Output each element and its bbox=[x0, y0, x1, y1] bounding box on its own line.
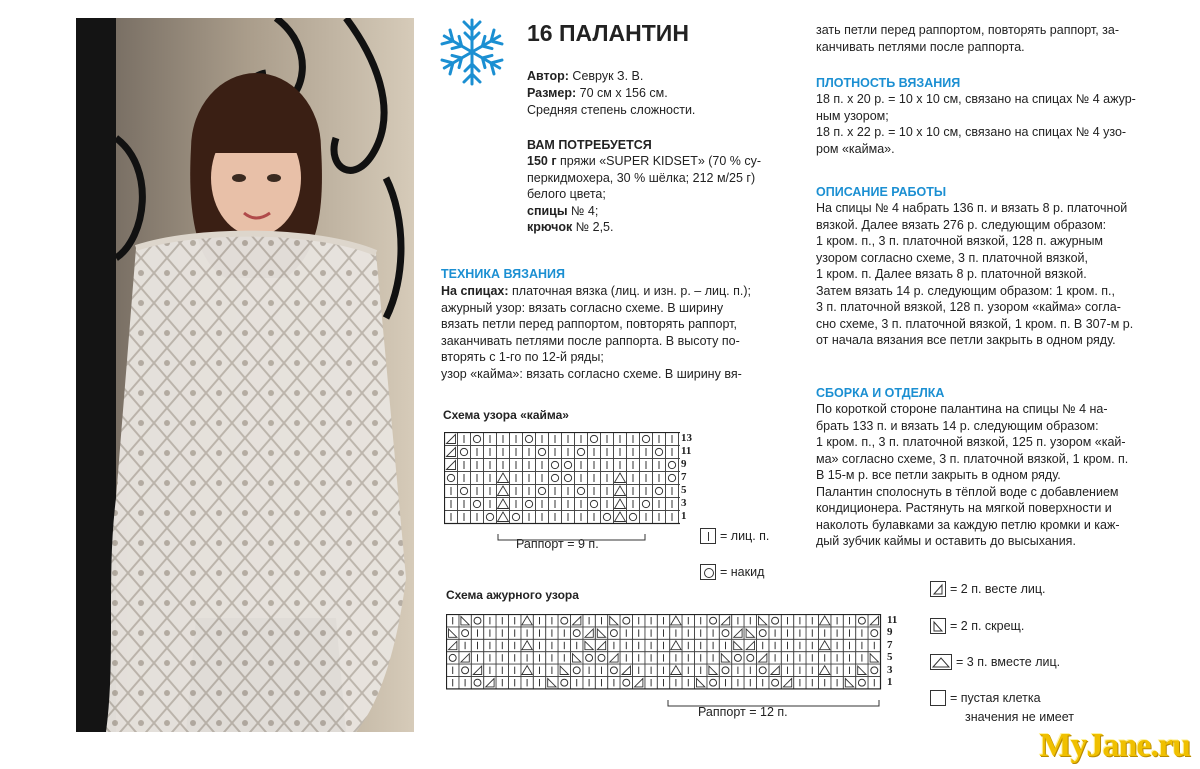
ssk-icon bbox=[597, 629, 605, 637]
yarn-over-icon bbox=[610, 667, 617, 674]
chart-cell bbox=[679, 498, 681, 511]
yarn-over-icon bbox=[564, 474, 571, 481]
chart-cell bbox=[549, 472, 562, 485]
chart-cell bbox=[459, 664, 471, 676]
chart-row-number: 1 bbox=[887, 675, 893, 688]
size-value: 70 см х 156 см. bbox=[579, 86, 668, 100]
k2tog-icon bbox=[721, 617, 729, 625]
ssk-icon bbox=[709, 666, 717, 674]
density-block bbox=[816, 76, 1186, 157]
yarn-over-icon bbox=[603, 513, 610, 520]
k3tog-icon bbox=[671, 616, 681, 625]
ssk-icon bbox=[560, 666, 568, 674]
k3tog-icon bbox=[498, 486, 509, 496]
yarn-over-icon bbox=[710, 679, 717, 686]
chart-cell bbox=[458, 446, 471, 459]
chart-cell bbox=[640, 433, 653, 446]
yarn-over-icon bbox=[590, 500, 597, 507]
yarn-over-icon bbox=[772, 617, 779, 624]
yarn-over-icon bbox=[460, 448, 467, 455]
yarn-over-icon bbox=[590, 435, 597, 442]
legend-yo bbox=[700, 563, 764, 581]
yarn-over-icon bbox=[722, 630, 729, 637]
yarn-over-icon bbox=[668, 474, 675, 481]
chart-cell bbox=[856, 677, 868, 689]
k3tog-icon bbox=[615, 486, 626, 496]
hook-label: крючок bbox=[527, 220, 573, 234]
yarn-over-icon bbox=[722, 667, 729, 674]
yarn-over-icon bbox=[577, 487, 584, 494]
chart-cell bbox=[601, 511, 614, 524]
assembly-text: По короткой стороне палантина на спицы № 4 на- брать 133 п. и вязать 14 р. следующим образом: 1 кром. п., 3 п. платочной вязкой, 125 п. узором «кай- ма» согласно схеме, 3 п. платочной вязкой, 1 кром. п. В 15-м р. все петли закрыть в одном ряду. Палантин сполоснуть в тёплой воде с добавлением кондиционера. Растянуть на мягкой поверхности и наколоть булавками за каждую петлю кромки и каж- дый зубчик каймы и оставить до высыхания. bbox=[816, 402, 1129, 548]
chart-row-number: 9 bbox=[887, 626, 893, 639]
ssk-icon bbox=[610, 617, 618, 625]
yarn-over-icon bbox=[623, 617, 630, 624]
ssk-icon bbox=[930, 618, 946, 634]
k3tog-icon bbox=[820, 616, 830, 625]
author-value: Севрук З. В. bbox=[572, 69, 644, 83]
yarn-over-icon bbox=[512, 513, 519, 520]
chart-cell bbox=[679, 472, 681, 485]
yarn-over-icon bbox=[642, 435, 649, 442]
ssk-icon bbox=[461, 617, 469, 625]
k2tog-icon bbox=[746, 641, 754, 649]
k3tog-icon bbox=[671, 641, 681, 650]
legend-ssk bbox=[930, 617, 1024, 635]
hook-value: № 2,5. bbox=[575, 220, 614, 234]
chart2-row-numbers bbox=[887, 614, 907, 688]
k3tog-icon bbox=[522, 616, 532, 625]
legend-empty-text-2: значения не имеет bbox=[965, 710, 1075, 724]
yarn-over-icon bbox=[538, 487, 545, 494]
ssk-icon bbox=[548, 679, 556, 687]
difficulty: Средняя степень сложности. bbox=[527, 103, 696, 117]
assembly-block bbox=[816, 386, 1186, 550]
technique-text: платочная вязка (лиц. и изн. р. – лиц. п.); ажурный узор: вязать согласно схеме. В ширину вязать петли перед раппортом, повторять раппорт, заканчивать петлями после раппорта. В высоту по- вторять с 1-го по 12-й ряды; узор «кайма»: вязать согласно схеме. В ширину вя- bbox=[441, 284, 751, 381]
chart1-grid bbox=[444, 432, 680, 532]
legend-knit-text: = лиц. п. bbox=[720, 528, 770, 543]
chart-cell bbox=[471, 615, 483, 627]
k2tog-icon bbox=[734, 629, 742, 637]
ssk-icon bbox=[845, 679, 853, 687]
yarn-over-icon bbox=[858, 679, 865, 686]
chart1-row-numbers bbox=[681, 432, 701, 523]
description-block bbox=[816, 185, 1186, 349]
ssk-icon bbox=[697, 679, 705, 687]
yarn-over-icon bbox=[462, 630, 469, 637]
description-text: На спицы № 4 набрать 136 п. и вязать 8 р. платочной вязкой. Далее вязать 276 р. следующим образом: 1 кром. п., 3 п. платочной вязкой, 128 п. ажурным узором согласно схеме, 3 п. платочной вязкой, 1 кром. п. Далее вязать 8 р. платочной вязкой. Затем вязать 14 р. следующим образом: 1 кром. п., 3 п. платочной вязкой, 128 п. узором «кайма» согла- сно схеме, 3 п. платочной вязкой, 1 кром. п. В 307-м р. от начала вязания все петли закрыть в одном ряду. bbox=[816, 201, 1134, 347]
k2tog-icon bbox=[610, 654, 618, 662]
chart-row-number: 7 bbox=[887, 638, 893, 651]
chart-cell bbox=[549, 459, 562, 472]
yarn-over-icon bbox=[629, 513, 636, 520]
chart-cell bbox=[608, 664, 620, 676]
chart-cell bbox=[571, 664, 583, 676]
k2tog-icon bbox=[461, 654, 469, 662]
size-label: Размер: bbox=[527, 86, 577, 100]
chart-cell bbox=[471, 498, 484, 511]
chart-row-number: 7 bbox=[681, 471, 687, 483]
chart-cell bbox=[679, 446, 681, 459]
legend-ssk-text: = 2 п. скрещ. bbox=[950, 618, 1025, 633]
yarn-over-icon bbox=[474, 679, 481, 686]
chart-cell bbox=[575, 485, 588, 498]
yarn-over-icon bbox=[668, 461, 675, 468]
assembly-heading: СБОРКА И ОТДЕЛКА bbox=[816, 386, 945, 400]
chart-cell bbox=[583, 652, 595, 664]
legend-empty bbox=[930, 689, 1074, 724]
technique-heading: ТЕХНИКА ВЯЗАНИЯ bbox=[441, 267, 566, 281]
chart-cell bbox=[868, 627, 880, 639]
k2tog-icon bbox=[771, 666, 779, 674]
k2tog-icon bbox=[447, 461, 456, 470]
ssk-icon bbox=[759, 617, 767, 625]
chart-cell bbox=[536, 485, 549, 498]
yarn-text: пряжи «SUPER KIDSET» (70 % су- перкидмохера, 30 % шёлка; 212 м/25 г) белого цвета; bbox=[527, 154, 762, 201]
k3tog-icon bbox=[671, 666, 681, 675]
yarn-over-icon bbox=[525, 500, 532, 507]
chart-cell bbox=[679, 511, 681, 524]
technique-block bbox=[441, 267, 791, 382]
needles-label: спицы bbox=[527, 203, 568, 218]
materials-block bbox=[527, 138, 802, 236]
author-label: Автор: bbox=[527, 69, 569, 83]
k3tog-icon bbox=[820, 641, 830, 650]
chart-cell bbox=[679, 485, 681, 498]
shawl-photo bbox=[76, 18, 414, 732]
yarn-over-icon bbox=[473, 500, 480, 507]
density-heading: ПЛОТНОСТЬ ВЯЗАНИЯ bbox=[816, 76, 961, 90]
k2tog-icon bbox=[759, 654, 767, 662]
chart-cell bbox=[868, 664, 880, 676]
yarn-over-icon bbox=[564, 461, 571, 468]
chart-row-number: 13 bbox=[681, 432, 692, 444]
yarn-over-icon bbox=[473, 435, 480, 442]
yarn-over-icon bbox=[551, 461, 558, 468]
chart-cell bbox=[769, 677, 781, 689]
yarn-over-icon bbox=[573, 667, 580, 674]
k3tog-icon bbox=[498, 512, 509, 522]
yarn-over-icon bbox=[474, 617, 481, 624]
needles-value: № 4; bbox=[571, 203, 599, 218]
chart-cell bbox=[447, 652, 459, 664]
legend-empty-text-1: = пустая клетка bbox=[950, 690, 1041, 705]
watermark-logo: MyJane.ru bbox=[1039, 727, 1190, 764]
ssk-icon bbox=[721, 654, 729, 662]
k2tog-icon bbox=[447, 448, 456, 457]
chart-cell bbox=[471, 433, 484, 446]
chart-cell bbox=[679, 459, 681, 472]
yarn-over-icon bbox=[655, 487, 662, 494]
chart-cell bbox=[719, 627, 731, 639]
chart2-repeat-bracket bbox=[667, 700, 881, 712]
k3tog-icon bbox=[615, 512, 626, 522]
chart-cell bbox=[558, 677, 570, 689]
chart-cell bbox=[458, 485, 471, 498]
legend-knit bbox=[700, 527, 769, 545]
yarn-over-icon bbox=[525, 435, 532, 442]
yarn-over-icon bbox=[759, 630, 766, 637]
legend-k2tog bbox=[930, 580, 1046, 598]
technique-continuation: зать петли перед раппортом, повторять раппорт, за- канчивать петлями после раппорта. bbox=[816, 23, 1120, 54]
k3tog-icon bbox=[820, 666, 830, 675]
k2tog-icon bbox=[622, 666, 630, 674]
k2tog-icon bbox=[473, 666, 481, 674]
materials-heading: ВАМ ПОТРЕБУЕТСЯ bbox=[527, 138, 652, 152]
chart-cell bbox=[558, 615, 570, 627]
k2tog-icon bbox=[783, 679, 791, 687]
yarn-over-icon bbox=[871, 630, 878, 637]
yarn-over-icon bbox=[642, 500, 649, 507]
legend-k2tog-text: = 2 п. весте лиц. bbox=[950, 581, 1046, 596]
ssk-icon bbox=[573, 654, 581, 662]
legend-yo-text: = накид bbox=[720, 564, 765, 579]
ssk-icon bbox=[585, 641, 593, 649]
k3tog-icon bbox=[615, 499, 626, 509]
yarn-over-icon bbox=[759, 667, 766, 674]
chart-cell bbox=[707, 677, 719, 689]
yarn-amount: 150 г bbox=[527, 154, 557, 168]
chart1-repeat: Раппорт = 9 п. bbox=[516, 537, 599, 551]
chart-row-number: 5 bbox=[681, 484, 687, 496]
chart-cell bbox=[608, 627, 620, 639]
chart-cell bbox=[571, 627, 583, 639]
chart-cell bbox=[471, 677, 483, 689]
chart2-repeat: Раппорт = 12 п. bbox=[698, 705, 788, 719]
yarn-over-icon bbox=[871, 667, 878, 674]
yarn-over-icon bbox=[655, 448, 662, 455]
chart-row-number: 3 bbox=[681, 497, 687, 509]
chart-cell bbox=[536, 446, 549, 459]
k2tog-icon bbox=[597, 641, 605, 649]
ssk-icon bbox=[449, 629, 457, 637]
chart-cell bbox=[575, 446, 588, 459]
snowflake-icon bbox=[440, 16, 504, 88]
chart-cell bbox=[732, 652, 744, 664]
chart-cell bbox=[562, 472, 575, 485]
empty-cell-icon bbox=[930, 690, 946, 706]
chart1-title: Схема узора «кайма» bbox=[443, 408, 569, 422]
yarn-over-icon bbox=[598, 654, 605, 661]
chart-cell bbox=[856, 615, 868, 627]
chart-row-number: 3 bbox=[887, 663, 893, 676]
meta-block bbox=[527, 68, 797, 119]
yarn-over-icon bbox=[710, 617, 717, 624]
chart-cell bbox=[666, 472, 679, 485]
k2tog-icon bbox=[585, 629, 593, 637]
k3tog-icon bbox=[615, 473, 626, 483]
k3tog-icon bbox=[930, 654, 952, 670]
chart-cell bbox=[679, 433, 681, 446]
chart-row-number: 9 bbox=[681, 458, 687, 470]
chart-cell bbox=[523, 498, 536, 511]
yarn-over-icon bbox=[486, 513, 493, 520]
yarn-over-icon bbox=[460, 487, 467, 494]
chart2-grid bbox=[446, 614, 886, 700]
chart-row-number: 5 bbox=[887, 651, 893, 664]
on-needles-label: На спицах: bbox=[441, 284, 509, 298]
ssk-icon bbox=[870, 654, 878, 662]
chart-cell bbox=[620, 677, 632, 689]
page-title: 16 ПАЛАНТИН bbox=[527, 20, 689, 46]
chart-cell bbox=[445, 472, 458, 485]
k3tog-icon bbox=[498, 473, 509, 483]
ssk-icon bbox=[746, 629, 754, 637]
density-text: 18 п. х 20 р. = 10 х 10 см, связано на спицах № 4 ажур- ным узором; 18 п. х 22 р. = 10 х 10 см, связано на спицах № 4 узо- ром «кайма». bbox=[816, 92, 1136, 156]
chart-cell bbox=[523, 433, 536, 446]
chart-cell bbox=[620, 615, 632, 627]
chart-cell bbox=[653, 446, 666, 459]
yarn-over-icon bbox=[747, 654, 754, 661]
ssk-icon bbox=[734, 641, 742, 649]
k3tog-icon bbox=[522, 666, 532, 675]
chart-cell bbox=[627, 511, 640, 524]
chart-cell bbox=[562, 459, 575, 472]
chart-cell bbox=[666, 459, 679, 472]
chart-cell bbox=[769, 615, 781, 627]
chart-cell bbox=[653, 485, 666, 498]
yarn-over-icon bbox=[449, 654, 456, 661]
description-heading: ОПИСАНИЕ РАБОТЫ bbox=[816, 185, 947, 199]
chart-cell bbox=[707, 615, 719, 627]
chart-cell bbox=[757, 664, 769, 676]
ssk-icon bbox=[858, 666, 866, 674]
chart-row-number: 11 bbox=[681, 445, 692, 457]
chart-cell bbox=[757, 627, 769, 639]
yarn-over-icon bbox=[447, 474, 454, 481]
yarn-over-icon bbox=[772, 679, 779, 686]
yarn-over-icon bbox=[561, 679, 568, 686]
k3tog-icon bbox=[522, 641, 532, 650]
chart-cell bbox=[484, 511, 497, 524]
yarn-over-icon bbox=[561, 617, 568, 624]
chart1-repeat-bracket bbox=[497, 534, 647, 546]
yarn-over-icon bbox=[573, 630, 580, 637]
legend-k3tog-text: = 3 п. вместе лиц. bbox=[956, 654, 1061, 669]
chart-cell bbox=[459, 627, 471, 639]
chart-cell bbox=[719, 664, 731, 676]
k2tog-icon bbox=[870, 617, 878, 625]
k3tog-icon bbox=[498, 499, 509, 509]
chart-cell bbox=[588, 433, 601, 446]
yarn-over-icon bbox=[577, 448, 584, 455]
yarn-over-icon bbox=[858, 617, 865, 624]
chart2-title: Схема ажурного узора bbox=[446, 588, 579, 602]
chart-cell bbox=[744, 652, 756, 664]
k2tog-icon bbox=[486, 679, 494, 687]
k2tog-icon bbox=[635, 679, 643, 687]
knit-symbol-icon bbox=[700, 528, 716, 544]
yarn-over-icon bbox=[700, 564, 716, 580]
yarn-over-icon bbox=[623, 679, 630, 686]
k2tog-icon bbox=[573, 617, 581, 625]
yarn-over-icon bbox=[586, 654, 593, 661]
yarn-over-icon bbox=[610, 630, 617, 637]
chart-row-number: 1 bbox=[681, 510, 687, 522]
yarn-over-icon bbox=[462, 667, 469, 674]
chart-row-number: 11 bbox=[887, 614, 898, 626]
chart-cell bbox=[640, 498, 653, 511]
yarn-over-icon bbox=[734, 654, 741, 661]
yarn-over-icon bbox=[538, 448, 545, 455]
legend-k3tog bbox=[930, 653, 1060, 671]
chart-cell bbox=[595, 652, 607, 664]
k2tog-icon bbox=[447, 435, 456, 444]
yarn-over-icon bbox=[551, 474, 558, 481]
chart-cell bbox=[588, 498, 601, 511]
k2tog-icon bbox=[449, 641, 457, 649]
k2tog-icon bbox=[930, 581, 946, 597]
chart-cell bbox=[510, 511, 523, 524]
